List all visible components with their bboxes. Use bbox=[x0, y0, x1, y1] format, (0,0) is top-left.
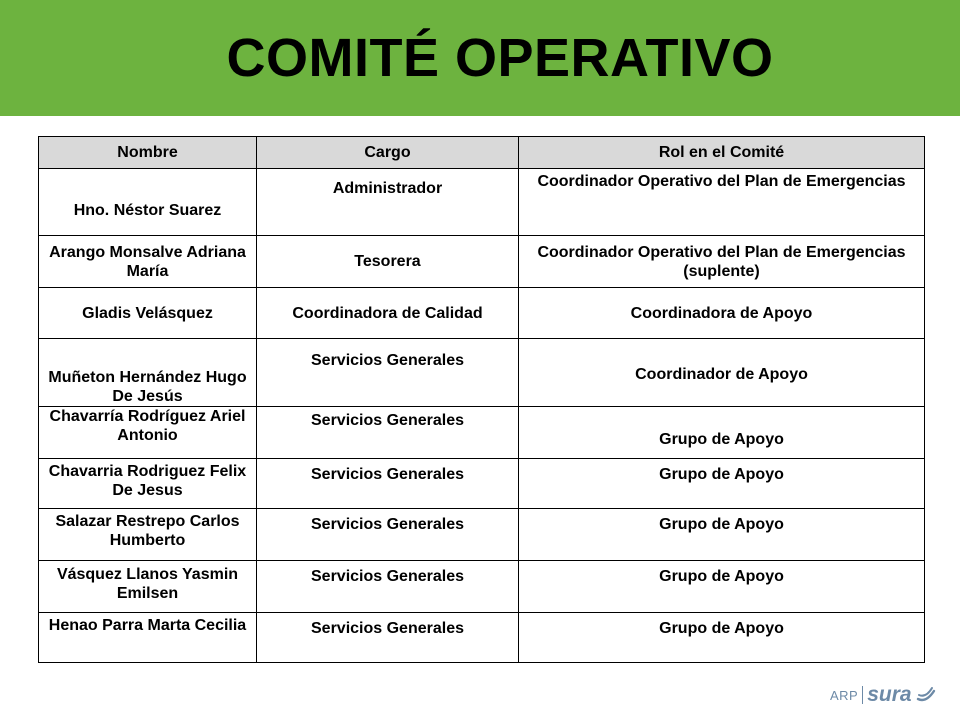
column-header-cargo: Cargo bbox=[257, 137, 519, 169]
cell-cargo: Servicios Generales bbox=[257, 561, 519, 613]
column-header-rol: Rol en el Comité bbox=[519, 137, 925, 169]
table-row bbox=[39, 407, 925, 459]
cell-rol: Coordinador Operativo del Plan de Emergencias bbox=[519, 169, 925, 236]
column-header-nombre: Nombre bbox=[39, 137, 257, 169]
cell-nombre: Vásquez Llanos Yasmin Emilsen bbox=[39, 561, 257, 613]
table-row bbox=[39, 509, 925, 561]
cell-cargo: Servicios Generales bbox=[257, 407, 519, 459]
cell-rol: Grupo de Apoyo bbox=[519, 561, 925, 613]
cell-nombre: Henao Parra Marta Cecilia bbox=[39, 613, 257, 663]
cell-cargo: Servicios Generales bbox=[257, 459, 519, 509]
cell-nombre: Hno. Néstor Suarez bbox=[39, 169, 257, 236]
table-row bbox=[39, 613, 925, 663]
cell-cargo: Servicios Generales bbox=[257, 339, 519, 407]
cell-cargo: Tesorera bbox=[257, 236, 519, 288]
table-header-row bbox=[39, 137, 925, 169]
cell-rol: Grupo de Apoyo bbox=[519, 459, 925, 509]
table-row bbox=[39, 169, 925, 236]
cell-rol: Grupo de Apoyo bbox=[519, 613, 925, 663]
cell-rol: Coordinador de Apoyo bbox=[519, 339, 925, 407]
cell-rol: Coordinador Operativo del Plan de Emergencias (suplente) bbox=[519, 236, 925, 288]
logo-divider bbox=[862, 686, 863, 704]
logo-brand: sura bbox=[867, 683, 912, 706]
table-row bbox=[39, 459, 925, 509]
cell-nombre: Chavarría Rodríguez Ariel Antonio bbox=[39, 407, 257, 459]
cell-nombre: Gladis Velásquez bbox=[39, 288, 257, 339]
table-row bbox=[39, 288, 925, 339]
logo-prefix: ARP bbox=[830, 687, 859, 703]
cell-cargo: Administrador bbox=[257, 169, 519, 236]
cell-rol: Grupo de Apoyo bbox=[519, 407, 925, 459]
cell-nombre: Muñeton Hernández Hugo De Jesús bbox=[39, 339, 257, 407]
sura-swoosh-icon bbox=[916, 685, 936, 705]
table-row bbox=[39, 561, 925, 613]
cell-cargo: Servicios Generales bbox=[257, 613, 519, 663]
table-row bbox=[39, 236, 925, 288]
cell-nombre: Chavarria Rodriguez Felix De Jesus bbox=[39, 459, 257, 509]
cell-nombre: Arango Monsalve Adriana María bbox=[39, 236, 257, 288]
committee-table bbox=[38, 136, 925, 663]
cell-rol: Coordinadora de Apoyo bbox=[519, 288, 925, 339]
cell-rol: Grupo de Apoyo bbox=[519, 509, 925, 561]
cell-cargo: Servicios Generales bbox=[257, 509, 519, 561]
arp-sura-logo bbox=[830, 682, 936, 708]
cell-nombre: Salazar Restrepo Carlos Humberto bbox=[39, 509, 257, 561]
table-row bbox=[39, 339, 925, 407]
cell-cargo: Coordinadora de Calidad bbox=[257, 288, 519, 339]
page-title: COMITÉ OPERATIVO bbox=[226, 28, 774, 88]
